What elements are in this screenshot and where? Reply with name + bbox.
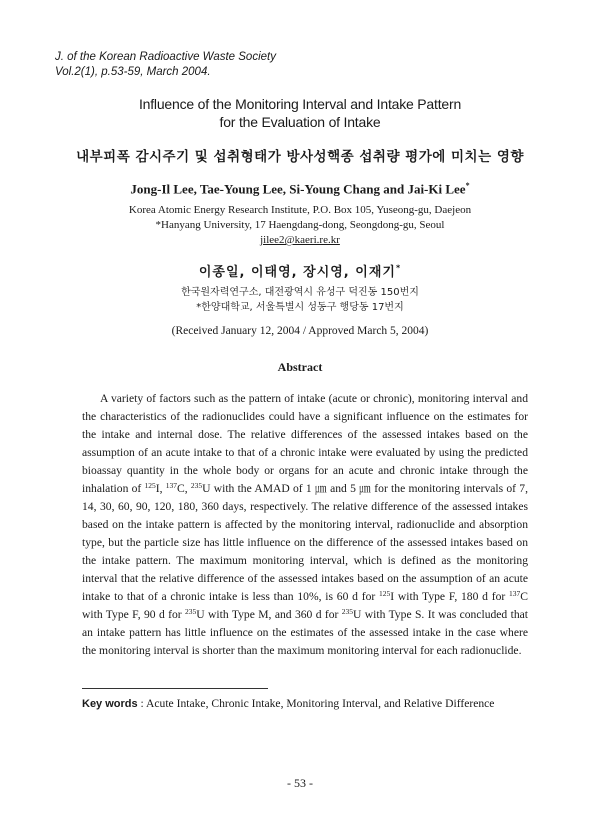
- author-email-link[interactable]: jilee2@kaeri.re.kr: [260, 234, 340, 246]
- affiliation-2: *Hanyang University, 17 Haengdang-dong, Seongdong-gu, Seoul: [155, 219, 445, 231]
- paper-title-korean: 내부피폭 감시주기 및 섭취형태가 방사성핵종 섭취량 평가에 미치는 영향: [76, 149, 524, 165]
- keywords: [82, 697, 542, 710]
- author-list-korean: [0, 261, 600, 280]
- author-list: [0, 181, 600, 197]
- journal-volume: Vol.2(1), p.53-59, March 2004.: [55, 65, 211, 78]
- affiliation-1: Korea Atomic Energy Research Institute, P.O. Box 105, Yuseong-gu, Daejeon: [128, 204, 472, 216]
- keywords-label: Key words: [82, 698, 138, 710]
- journal-citation: [55, 50, 276, 79]
- affiliation-1-korean: 한국원자력연구소, 대전광역시 유성구 덕진동 150번지: [181, 287, 419, 298]
- author-names-korean: 이종일, 이태영, 장시영, 이재기: [198, 265, 396, 280]
- keywords-divider: [82, 688, 268, 689]
- affiliation-2-korean: *한양대학교, 서울특별시 성동구 행당동 17번지: [196, 302, 404, 313]
- paper-title: [0, 95, 600, 131]
- paper-title-line-1: Influence of the Monitoring Interval and Intake Pattern: [138, 96, 462, 112]
- author-names: Jong-Il Lee, Tae-Young Lee, Si-Young Chang and Jai-Ki Lee: [130, 181, 466, 197]
- keywords-text: : Acute Intake, Chronic Intake, Monitoring Interval, and Relative Difference: [137, 697, 495, 710]
- author-mark: *: [465, 181, 470, 190]
- author-mark-korean: *: [395, 263, 402, 273]
- received-dates: (Received January 12, 2004 / Approved March 5, 2004): [171, 325, 429, 337]
- abstract-heading: Abstract: [277, 360, 323, 374]
- page-number: - 53 -: [287, 776, 313, 790]
- abstract-paragraph: A variety of factors such as the pattern of intake (acute or chronic), monitoring interval and the characteristics of the radionuclides could have a significant influence on the estimates for the intake and internal dose. The relative differences of the assessed intakes based on the assumption of an acute intake to that of a chronic intake were evaluated by using the predicted bioassay quantity in the whole body or organs for an acute and chronic intake through the inhalation of $^{125}$I, $^{137}$C, $^{235}$U with the AMAD of 1 ㎛ and 5 ㎛ for the monitoring intervals of 7, 14, 30, 60, 90, 120, 180, 360 days, respectively. The relative difference of the assessed intakes based on the intake pattern is affected by the monitoring interval, radionuclide and absorption type, but the particle size has little influence on the difference of the assessed intakes based on the intake pattern. The maximum monitoring interval, which is defined as the monitoring interval that the relative difference of the assessed intakes based on the assumption of an acute intake to that of a chronic intake is less than 10%, is 60 d for $^{125}$I with Type F, 180 d for $^{137}$C with Type F, 90 d for $^{235}$U with Type M, and 360 d for $^{235}$U with Type S. It was concluded that an intake pattern has little influence on the estimates of the assessed intake in the case where the monitoring interval is shorter than the maximum monitoring interval for each radionuclide.: [82, 392, 528, 657]
- abstract-body: [82, 390, 528, 660]
- journal-name: J. of the Korean Radioactive Waste Society: [55, 51, 276, 63]
- paper-title-line-2: for the Evaluation of Intake: [219, 114, 381, 130]
